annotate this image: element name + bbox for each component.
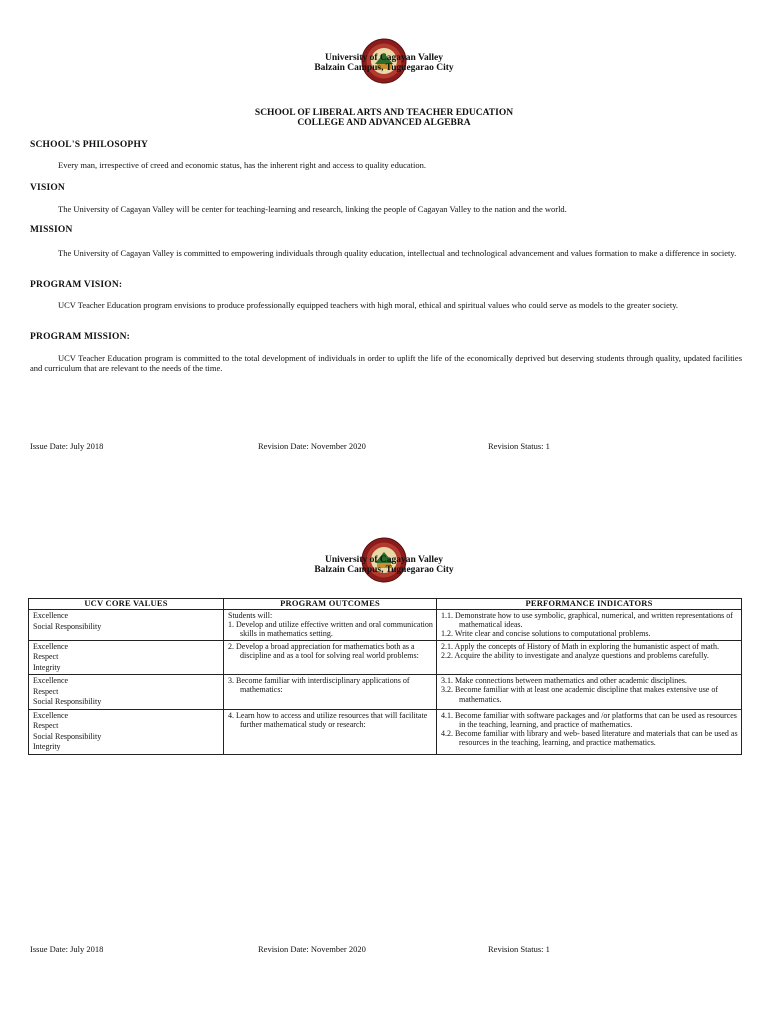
outcome-lead: Students will: (228, 611, 273, 620)
mission-heading: MISSION (30, 225, 73, 235)
course-title: COLLEGE AND ADVANCED ALGEBRA (297, 118, 471, 128)
program-mission-heading: PROGRAM MISSION: (30, 332, 131, 342)
column-header: UCV CORE VALUES (29, 599, 224, 610)
indicators-cell (437, 610, 742, 641)
core-value: Respect (33, 652, 59, 662)
outcome-cell (224, 709, 437, 754)
indicator: 4.1. Become familiar with software packages and /or platforms that can be used as resources in the teaching, learning, and practice of mathematics. (441, 710, 737, 729)
core-value: Respect (33, 721, 59, 731)
campus-name: Balzain Campus, Tuguegarao City (314, 565, 454, 575)
outcome-cell (224, 640, 437, 675)
indicators-cell (437, 640, 742, 675)
revision-date: Revision Date: November 2020 (258, 944, 366, 954)
mission-text: The University of Cagayan Valley is committed to empowering individuals through quality education, intellectual and technological advancement and values formation to make a difference in society. (58, 248, 737, 258)
outcome-cell (224, 675, 437, 710)
indicator: 2.1. Apply the concepts of History of Math in exploring the humanistic aspect of math. (441, 641, 719, 651)
core-value: Excellence (33, 641, 69, 651)
university-name: University of Cagayan Valley (325, 53, 443, 63)
university-name: University of Cagayan Valley (325, 555, 443, 565)
revision-date: Revision Date: November 2020 (258, 441, 366, 451)
outcome-text: 1. Develop and utilize effective written and oral communication skills in mathematics setting. (228, 620, 433, 639)
issue-date: Issue Date: July 2018 (30, 441, 104, 451)
column-header: PERFORMANCE INDICATORS (437, 599, 742, 610)
table-header-row (29, 599, 742, 610)
core-values-cell (29, 640, 224, 675)
core-values-cell (29, 675, 224, 710)
table-row (29, 610, 742, 641)
table-row (29, 640, 742, 675)
outcome-cell (224, 610, 437, 641)
indicator: 1.1. Demonstrate how to use symbolic, graphical, numerical, and written representations of mathematical ideas. (441, 611, 733, 630)
outcomes-table (28, 598, 742, 755)
indicator: 3.2. Become familiar with at least one academic discipline that makes extensive use of mathematics. (441, 685, 719, 704)
indicators-cell (437, 709, 742, 754)
core-value: Social Responsibility (33, 621, 102, 631)
campus-name: Balzain Campus, Tuguegarao City (314, 63, 454, 73)
core-values-cell (29, 709, 224, 754)
issue-date: Issue Date: July 2018 (30, 944, 104, 954)
core-value: Excellence (33, 611, 69, 620)
philosophy-text: Every man, irrespective of creed and economic status, has the inherent right and access to quality education. (58, 160, 426, 170)
program-vision-heading: PROGRAM VISION: (30, 280, 123, 290)
outcome-text: 3. Become familiar with interdisciplinary applications of mathematics: (228, 676, 410, 695)
vision-text: The University of Cagayan Valley will be center for teaching-learning and research, linking the people of Cagayan Valley to the nation and the world. (58, 204, 567, 214)
core-values-cell (29, 610, 224, 641)
outcome-text: 2. Develop a broad appreciation for mathematics both as a discipline and as a tool for solving real world problems: (228, 641, 419, 660)
indicators-cell (437, 675, 742, 710)
table-row (29, 709, 742, 754)
table-row (29, 675, 742, 710)
outcome-text: 4. Learn how to access and utilize resources that will facilitate further mathematical study or research: (228, 710, 428, 729)
indicator: 3.1. Make connections between mathematics and other academic disciplines. (441, 676, 687, 686)
core-value: Social Responsibility (33, 731, 102, 741)
school-title: SCHOOL OF LIBERAL ARTS AND TEACHER EDUCATION (254, 108, 514, 118)
core-value: Excellence (33, 710, 69, 720)
core-value: Integrity (33, 742, 61, 752)
indicator: 1.2. Write clear and concise solutions to computational problems. (441, 629, 651, 639)
philosophy-heading: SCHOOL'S PHILOSOPHY (30, 140, 149, 150)
indicator: 4.2. Become familiar with library and web- based literature and materials that can be used as resources in the teaching, learning, and practice mathematics. (441, 729, 738, 748)
column-header: PROGRAM OUTCOMES (224, 599, 437, 610)
program-vision-text: UCV Teacher Education program envisions to produce professionally equipped teachers with high moral, ethical and spiritual values who could serve as models to the greater society. (58, 300, 679, 310)
core-value: Social Responsibility (33, 697, 102, 707)
indicator: 2.2. Acquire the ability to investigate and analyze questions and problems carefully. (441, 650, 709, 660)
revision-status: Revision Status: 1 (488, 944, 550, 954)
revision-status: Revision Status: 1 (488, 441, 550, 451)
core-value: Excellence (33, 676, 69, 686)
program-mission-text: UCV Teacher Education program is committed to the total development of individuals in order to uplift the life of the economically deprived but deserving students through quality, updated facilities and curriculum that are relevant to the needs of the time. (30, 353, 742, 373)
vision-heading: VISION (30, 183, 65, 193)
core-value: Respect (33, 686, 59, 696)
core-value: Integrity (33, 662, 61, 672)
